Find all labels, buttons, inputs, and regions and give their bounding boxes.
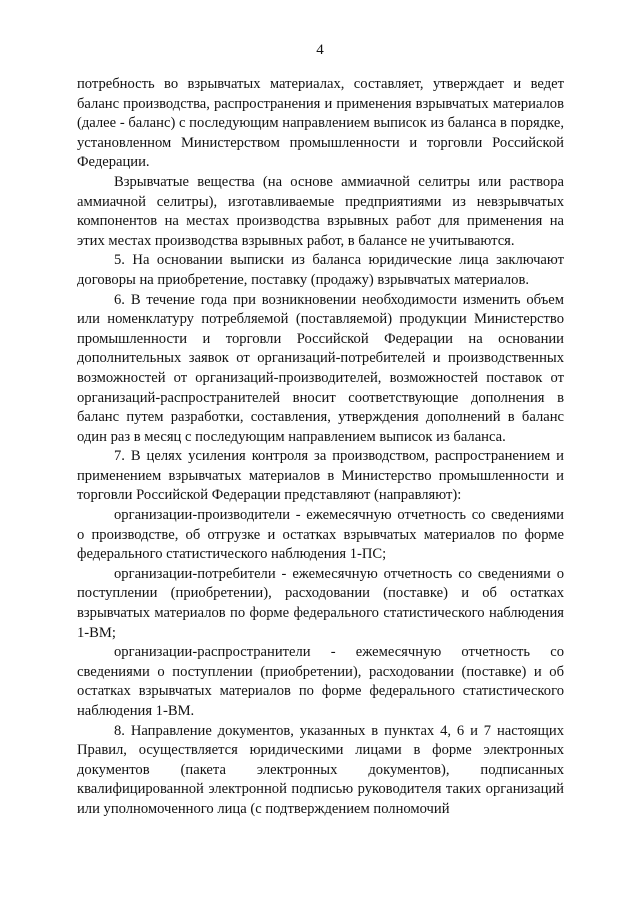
document-body	[77, 75, 564, 820]
paragraph-item-8: 8. Направление документов, указанных в пунктах 4, 6 и 7 настоящих Правил, осуществляется юридическими лицами в форме электронных документов (пакета электронных документов), подписанных квалифицированной электронной подписью руководителя таких организаций или уполномоченного лица (с подтверждением полномочий	[77, 722, 564, 817]
paragraph-item-7: 7. В целях усиления контроля за производством, распространением и применением взрывчатых материалов в Министерство промышленности и торговли Российской Федерации представляют (направляют):	[77, 448, 564, 504]
paragraph-balance-continuation: потребность во взрывчатых материалах, составляет, утверждает и ведет баланс производства, распространения и применения взрывчатых материалов (далее - баланс) с последующим направлением выписок из баланса в порядке, установленном Министерством промышленности и торговли Российской Федерации.	[77, 76, 564, 171]
paragraph-consumers: организации-потребители - ежемесячную отчетность со сведениями о поступлении (приобретении), расходовании (поставке) и об остатках взрывчатых материалов по форме федерального статистического наблюдения 1-ВМ;	[77, 565, 564, 641]
paragraph-distributors: организации-распространители - ежемесячную отчетность со сведениями о поступлении (приобретении), расходовании (поставке) и об остатках взрывчатых материалов по форме федерального статистического наблюдения 1-ВМ.	[77, 644, 564, 719]
paragraph-explosives-note: Взрывчатые вещества (на основе аммиачной селитры или раствора аммиачной селитры), изготавливаемые предприятиями из невзрывчатых компонентов на местах производства взрывных работ для применения на этих местах производства взрывных работ, в балансе не учитываются.	[77, 173, 564, 249]
paragraph-item-6: 6. В течение года при возникновении необходимости изменить объем или номенклатуру потребляемой (поставляемой) продукции Министерство промышленности и торговли Российской Федерации на основании дополнительных заявок от организаций-потребителей и производственных возможностей от организаций-производителей, возможностей поставок от организаций-распространителей вносит соответствующие дополнения в баланс путем разработки, составления, утверждения дополнений в баланс один раз в месяц с последующим направлением выписок из баланса.	[77, 291, 564, 445]
page-number: 4	[316, 42, 324, 58]
paragraph-producers: организации-производители - ежемесячную отчетность со сведениями о производстве, об отгрузке и остатках взрывчатых материалов по форме федерального статистического наблюдения 1-ПС;	[77, 507, 564, 563]
paragraph-item-5: 5. На основании выписки из баланса юридические лица заключают договоры на приобретение, поставку (продажу) взрывчатых материалов.	[77, 252, 564, 288]
